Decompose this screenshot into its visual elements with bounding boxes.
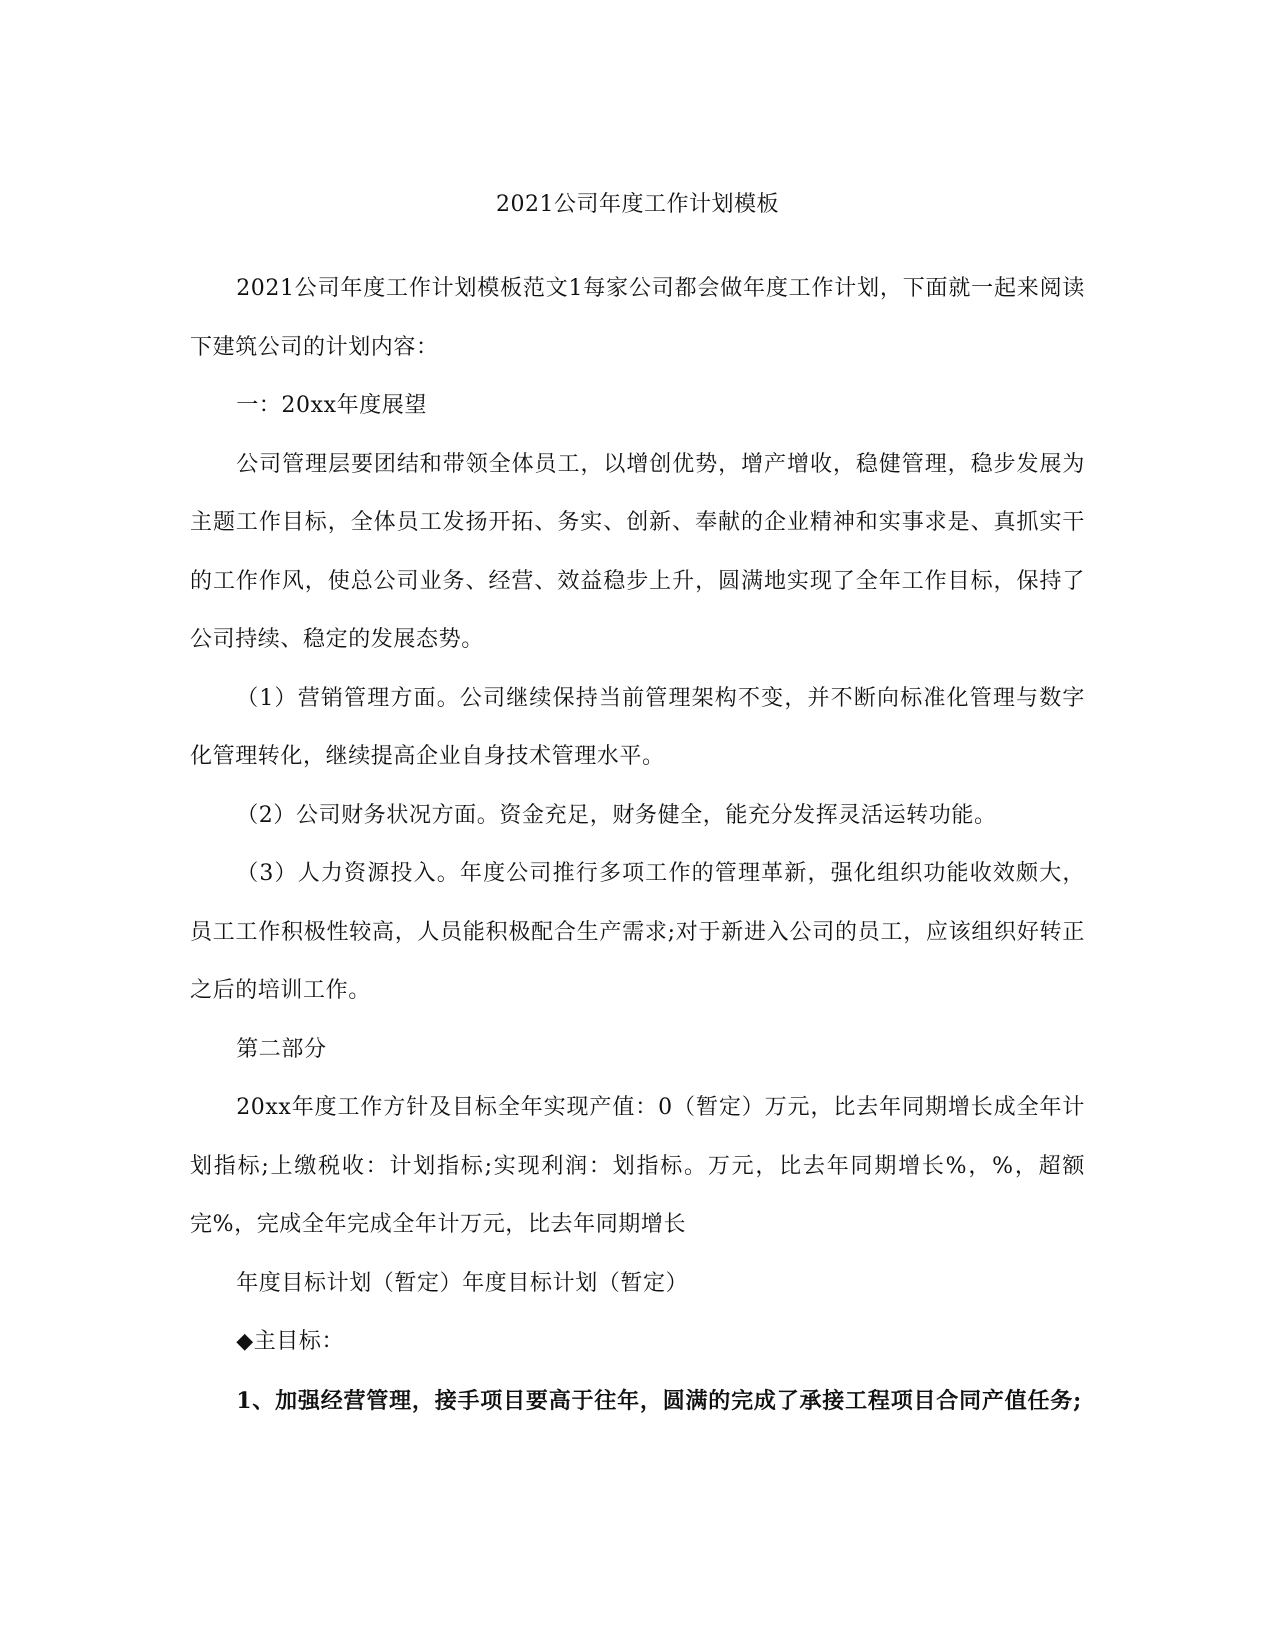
finance-paragraph: （2）公司财务状况方面。资金充足，财务健全，能充分发挥灵活运转功能。 [236, 802, 997, 828]
goal-item-1: 1、加强经营管理，接手项目要高于往年，圆满的完成了承接工程项目合同产值任务; [236, 1387, 1083, 1414]
outlook-paragraph: 公司管理层要团结和带领全体员工，以增创优势，增产增收，稳健管理，稳步发展为主题工作目标，全体员工发扬开拓、务实、创新、奉献的企业精神和实事求是、真抓实干的工作作风，使总公司业务、经营、效益稳步上升，圆满地实现了全年工作目标，保持了公司持续、稳定的发展态势。 [190, 451, 1085, 652]
main-goal-heading: ◆主目标： [236, 1329, 345, 1354]
section-heading-part-two: 第二部分 [236, 1036, 327, 1062]
targets-paragraph: 20xx年度工作方针及目标全年实现产值：0（暂定）万元，比去年同期增长成全年计划指标;上缴税收：计划指标;实现利润：划指标。万元，比去年同期增长%，%，超额完%，完成全年完成全年计万元，比去年同期增长 [190, 1095, 1085, 1237]
document-title: 2021公司年度工作计划模板 [496, 192, 779, 217]
document-body [190, 260, 1085, 1430]
section-heading-outlook: 一：20xx年度展望 [236, 393, 427, 418]
annual-plan-line: 年度目标计划（暂定）年度目标计划（暂定） [236, 1270, 689, 1296]
intro-paragraph: 2021公司年度工作计划模板范文1每家公司都会做年度工作计划，下面就一起来阅读下建筑公司的计划内容： [190, 276, 1085, 360]
hr-paragraph: （3）人力资源投入。年度公司推行多项工作的管理革新，强化组织功能收效颇大，员工工作积极性较高，人员能积极配合生产需求;对于新进入公司的员工，应该组织好转正之后的培训工作。 [190, 861, 1085, 1003]
marketing-paragraph: （1）营销管理方面。公司继续保持当前管理架构不变，并不断向标准化管理与数字化管理转化，继续提高企业自身技术管理水平。 [190, 685, 1085, 769]
